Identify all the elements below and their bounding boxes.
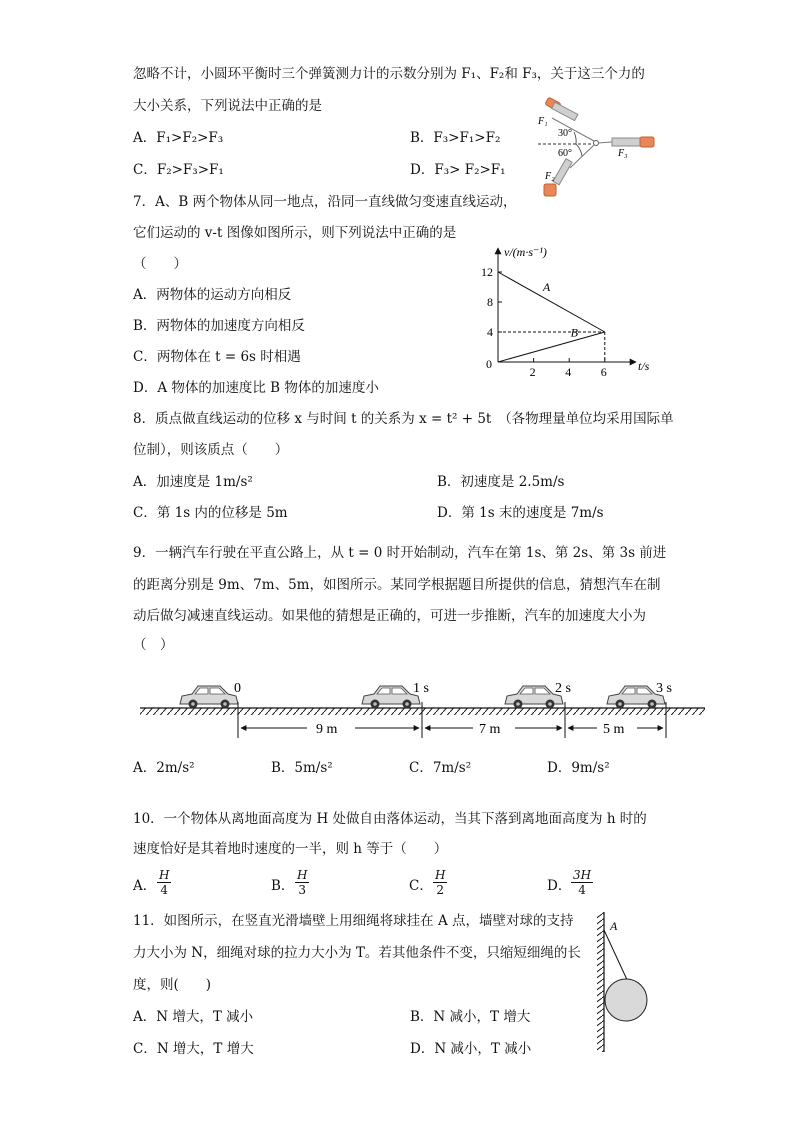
string: [604, 930, 629, 984]
q8-option-c: C．第 1s 内的位移是 5m: [133, 505, 288, 521]
q8-option-b: B．初速度是 2.5m/s: [437, 474, 565, 490]
ball: [605, 979, 647, 1021]
q10-option-d-letter: D．: [547, 878, 572, 894]
q6-option-c: C．F₂>F₃>F₁: [133, 162, 224, 178]
x-axis-label: t/s: [638, 359, 650, 373]
q7-option-b: B．两物体的加速度方向相反: [133, 318, 305, 334]
car-1: [362, 686, 420, 709]
q10-option-c-letter: C．: [409, 878, 433, 894]
q6-option-d: D．F₃> F₂>F₁: [410, 162, 506, 178]
q7-option-c: C．两物体在 t = 6s 时相遇: [133, 349, 301, 365]
q8-option-a: A．加速度是 1m/s²: [133, 474, 253, 490]
q11-option-b: B．N 减小，T 增大: [410, 1009, 531, 1025]
q11-line1: 11．如图所示，在竖直光滑墙壁上用细绳将球挂在 A 点，墙壁对球的支持: [133, 913, 574, 929]
series-line-A: [498, 272, 605, 332]
y-axis-label: v/(m·s⁻¹): [504, 245, 547, 259]
series-label-A: A: [542, 280, 551, 295]
spring-scale-figure: [528, 96, 658, 206]
q7-line1: 7．A、B 两个物体从同一地点，沿同一直线做匀变速直线运动，: [133, 194, 517, 210]
q11-line2: 力大小为 N，细绳对球的拉力大小为 T。若其他条件不变，只缩短细绳的长: [133, 945, 581, 961]
f3-scale: [598, 137, 654, 147]
angle-60-label: 60°: [558, 148, 572, 159]
q10-option-b-fraction: $\frac{H}{3}$: [297, 868, 308, 897]
q6-line1: 忽略不计，小圆环平衡时三个弹簧测力计的示数分别为 F₁、F₂和 F₃，关于这三个力的: [133, 66, 645, 82]
wall-ball-figure: [594, 908, 664, 1058]
car-0: [180, 686, 238, 709]
y-tick-label-4: 4: [487, 325, 493, 339]
time-label-1: 1 s: [413, 681, 429, 696]
q9-line2: 的距离分别是 9m、7m、5m，如图所示。某同学根据题目所提供的信息，猜想汽车在制: [133, 577, 661, 593]
time-label-3: 3 s: [656, 681, 672, 696]
distance-label-3: 5 m: [603, 722, 625, 737]
q9-option-a: A．2m/s²: [133, 760, 195, 776]
q9-line1: 9．一辆汽车行驶在平直公路上，从 t = 0 时开始制动，汽车在第 1s、第 2s、第 3s 前进: [133, 545, 667, 561]
q9-paren: （ ）: [133, 637, 174, 653]
q6-line2: 大小关系，下列说法中正确的是: [133, 98, 322, 114]
time-label-2: 2 s: [555, 681, 571, 696]
time-label-0: 0: [234, 681, 241, 696]
q6-option-a: A．F₁>F₂>F₃: [133, 130, 224, 146]
braking-car-figure: [135, 672, 715, 747]
q8-line2: 位制），则该质点（ ）: [133, 442, 289, 458]
q11-line3: 度，则( ): [133, 977, 212, 993]
f3-label: F₃: [618, 148, 628, 159]
q10-option-a-letter: A．: [133, 878, 157, 894]
q10-option-a-fraction: $\frac{H}{4}$: [159, 868, 170, 897]
distance-label-1: 9 m: [316, 722, 338, 737]
angle-30-label: 30°: [558, 128, 572, 139]
q10-line1: 10．一个物体从离地面高度为 H 处做自由落体运动，当其下落到离地面高度为 h 时的: [133, 811, 647, 827]
point-a-label: A: [610, 919, 618, 933]
x-tick-label-2: 2: [529, 365, 536, 379]
y-tick-label-8: 8: [487, 295, 493, 309]
q9-option-c: C．7m/s²: [409, 760, 472, 776]
f1-label: F₁: [538, 116, 548, 127]
q7-option-a: A．两物体的运动方向相反: [133, 287, 292, 303]
q8-option-d: D．第 1s 末的速度是 7m/s: [437, 505, 604, 521]
q7-paren: （ ）: [133, 256, 187, 272]
x-tick-label-4: 4: [565, 365, 572, 379]
q9-line3: 动后做匀减速直线运动。如果他的猜想是正确的，可进一步推断，汽车的加速度大小为: [133, 608, 646, 624]
q10-line2: 速度恰好是其着地时速度的一半，则 h 等于（ ）: [133, 841, 448, 857]
q10-option-b-letter: B．: [271, 878, 295, 894]
distance-label-2: 7 m: [479, 722, 501, 737]
q9-option-d: D．9m/s²: [547, 760, 610, 776]
q11-option-a: A．N 增大，T 减小: [133, 1009, 254, 1025]
vt-chart: [470, 242, 670, 382]
f2-label: F₂: [545, 171, 555, 182]
q10-option-d-fraction: $\frac{3H}{4}$: [573, 868, 592, 897]
q10-option-c-fraction: $\frac{H}{2}$: [435, 868, 446, 897]
q7-line2: 它们运动的 v-t 图像如图所示，则下列说法中正确的是: [133, 225, 457, 241]
q8-line1: 8．质点做直线运动的位移 x 与时间 t 的关系为 x = t² + 5t （各物理量单位均采用国际单: [133, 411, 674, 427]
q9-option-b: B．5m/s²: [271, 760, 333, 776]
series-label-B: B: [570, 325, 578, 340]
q7-option-d: D．A 物体的加速度比 B 物体的加速度小: [133, 380, 379, 396]
series-line-B: [498, 332, 605, 362]
y-tick-label-12: 12: [481, 265, 493, 279]
origin-label: 0: [486, 357, 492, 371]
x-tick-label-6: 6: [600, 365, 607, 379]
q11-option-c: C．N 增大，T 增大: [133, 1041, 254, 1057]
q6-option-b: B．F₃>F₁>F₂: [410, 130, 501, 146]
q11-option-d: D．N 减小，T 减小: [410, 1041, 532, 1057]
